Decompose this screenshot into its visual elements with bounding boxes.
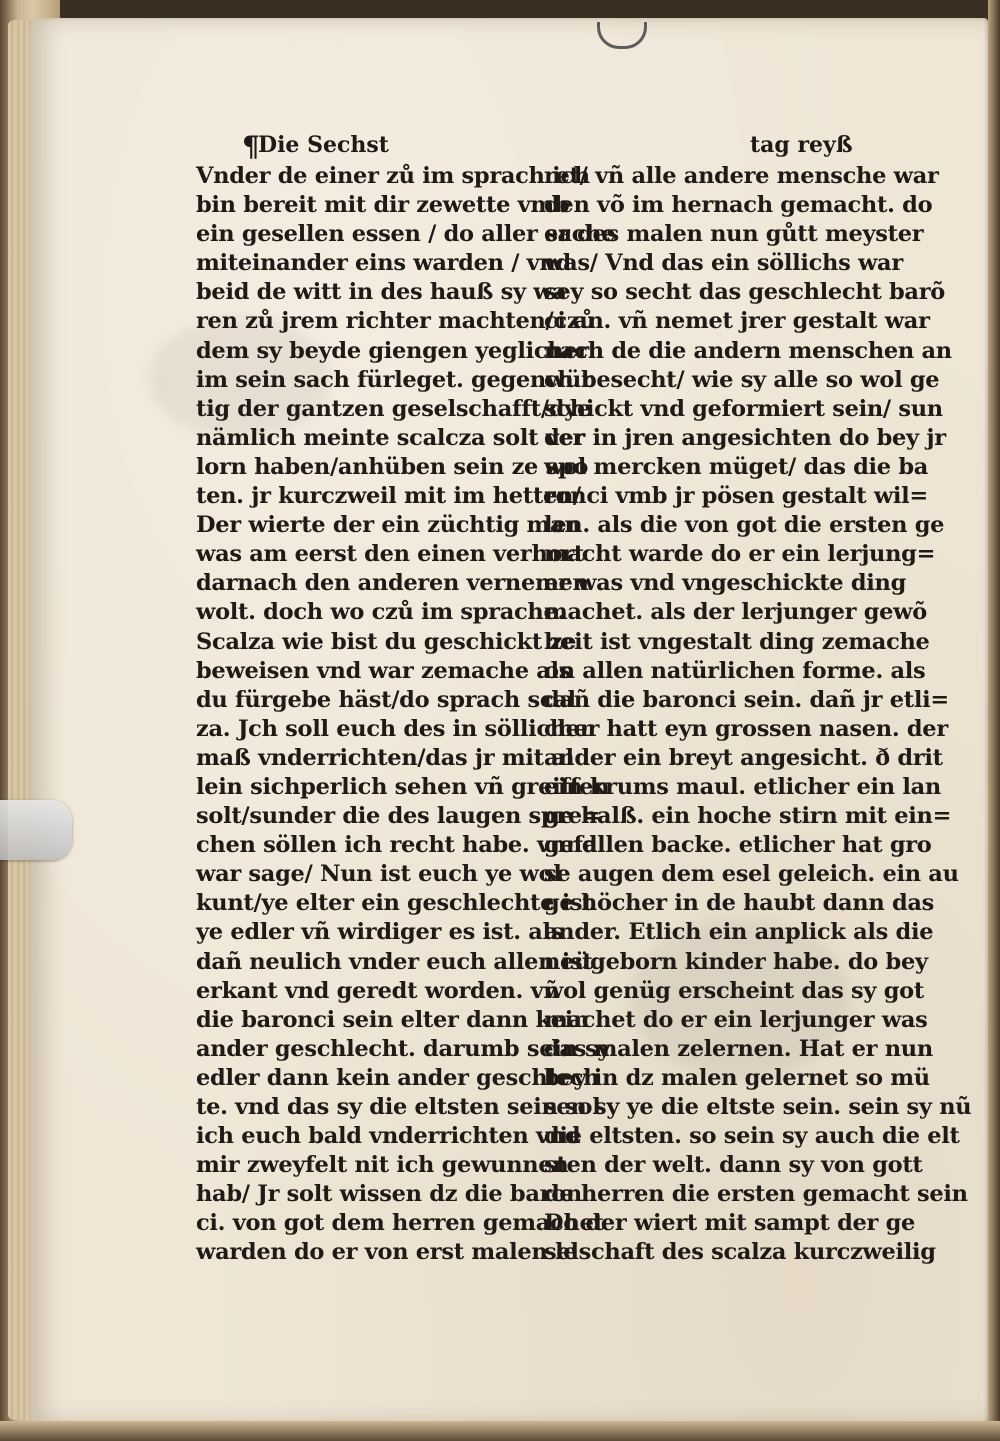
text-line: warden do er von erst malen le	[196, 1239, 578, 1266]
text-line: wol genüg erscheint das sy got	[544, 977, 924, 1004]
pilcrow-icon: ¶	[242, 130, 260, 163]
text-line: ander. Etlich ein anplick als die	[544, 919, 934, 946]
text-line: len. als die von got die ersten ge	[544, 512, 945, 539]
text-line: die baronci sein elter dann kein	[196, 1006, 590, 1033]
text-line: bey in dz malen gelernet so mü	[544, 1064, 930, 1091]
text-line: der in jren angesichten do bey jr	[544, 424, 946, 451]
text-line: tig der gantzen geselschafft/dye	[196, 395, 591, 422]
text-line: cher hatt eyn grossen nasen. der	[544, 715, 948, 742]
text-line: miteinander eins warden / vnd	[196, 250, 571, 277]
text-line: dañ die baronci sein. dañ jr etli=	[544, 686, 949, 713]
text-line: beweisen vnd war zemache als	[196, 657, 572, 684]
text-line: ten. jr kurczweil mit im hetten/	[196, 483, 581, 510]
text-line: ander ein breyt angesicht. ð drit	[544, 744, 943, 771]
text-line: nämlich meinte scalcza solt ver	[196, 424, 585, 451]
text-line: se augen dem esel geleich. ein au	[544, 861, 959, 888]
running-header-left: Die Sechst	[258, 132, 389, 158]
text-line: ci. von got dem herren gemachet	[196, 1210, 604, 1237]
text-line: ander geschlecht. darumb sein sy	[196, 1035, 611, 1062]
text-line: bin bereit mit dir zewette vmb	[196, 192, 570, 219]
text-line: Do der wiert mit sampt der ge	[544, 1210, 916, 1237]
text-line: beid de witt in des hauß sy wa	[196, 279, 567, 306]
text-line: te. vnd das sy die eltsten sein sol	[196, 1094, 601, 1120]
text-line: wolt. doch wo czů im sprache.	[196, 599, 566, 626]
text-line: ci an. vñ nemet jrer gestalt war	[544, 308, 930, 335]
text-column-right	[544, 162, 972, 1268]
text-line: darnach den anderen vernemen	[196, 570, 589, 597]
text-line: lorn haben/anhüben sein ze spo	[196, 453, 589, 480]
text-line: er des malen nun gůtt meyster	[544, 221, 924, 248]
text-line: du fürgebe häst/do sprach scal	[196, 686, 576, 713]
text-line: chen söllen ich recht habe. vnnd	[196, 832, 598, 859]
text-line: ren zů jrem richter machten/czů	[196, 308, 596, 335]
text-line: erkant vnd geredt worden. vñ	[196, 977, 560, 1004]
text-line: lein sichperlich sehen vñ greiffen	[196, 773, 610, 800]
text-line: mir zweyfelt nit ich gewunnen	[196, 1152, 569, 1179]
text-line: nach de die andern menschen an	[544, 337, 952, 364]
text-line: ich euch bald vnderrichten vnd	[196, 1123, 581, 1150]
text-line: ret/ vñ alle andere mensche war	[544, 163, 939, 189]
text-line: wol mercken müget/ das die ba	[544, 453, 929, 480]
text-line: machet. als der lerjunger gewõ	[544, 599, 927, 626]
text-line: dem sy beyde giengen yeglicher	[196, 337, 589, 364]
text-line: sten der welt. dann sy von gott	[544, 1152, 923, 1179]
text-line: ein krums maul. etlicher ein lan	[544, 773, 941, 800]
text-line: maß vnderrichten/das jr mit al	[196, 744, 574, 771]
text-line: dañ neulich vnder euch allen ist	[196, 948, 593, 975]
text-line: im sein sach fürleget. gegenwür	[196, 366, 593, 393]
text-line: sen sy ye die eltste sein. sein sy nũ	[544, 1094, 972, 1120]
text-line: za. Jch soll euch des in söllicher	[196, 715, 592, 742]
text-line: selschaft des scalza kurczweilig	[544, 1239, 936, 1266]
text-line: ronci vmb jr pösen gestalt wil=	[544, 483, 928, 510]
text-line: ein gesellen essen / do aller sache	[196, 221, 616, 248]
text-line: er was vnd vngeschickte ding	[544, 570, 907, 597]
text-column-left	[196, 162, 616, 1268]
bottom-edge	[0, 1421, 1000, 1441]
text-line: hab/ Jr solt wissen dz die baron	[196, 1181, 582, 1208]
text-line: war sage/ Nun ist euch ye wol	[196, 861, 562, 888]
text-line: solt/sunder die des laugen spre=	[196, 803, 601, 830]
running-header-right: tag reyß	[750, 132, 853, 158]
text-line: was/ Vnd das ein söllichs war	[544, 250, 903, 277]
text-line: on allen natürlichen forme. als	[544, 657, 926, 684]
text-line: ch besecht/ wie sy alle so wol ge	[544, 366, 940, 393]
text-line: die eltsten. so sein sy auch die elt	[544, 1123, 960, 1150]
text-line: was am eerst den einen verhort	[196, 541, 584, 568]
text-line: schickt vnd geformiert sein/ sun	[544, 395, 943, 422]
page-clip	[0, 800, 72, 860]
text-line: ye edler vñ wirdiger es ist. als	[196, 919, 564, 946]
text-line: den võ im hernach gemacht. do	[544, 192, 933, 219]
text-line: ge halß. ein hoche stirn mit ein=	[544, 803, 952, 830]
text-line: sey so secht das geschlecht barõ	[544, 279, 945, 306]
text-line: macht warde do er ein lerjung=	[544, 541, 936, 568]
text-line: edler dann kein ander geschlech	[196, 1064, 600, 1091]
text-line: Scalza wie bist du geschickt ze	[196, 628, 577, 655]
text-line: machet do er ein lerjunger was	[544, 1006, 928, 1033]
text-line: das malen zelernen. Hat er nun	[544, 1035, 933, 1062]
text-line: ge höcher in de haubt dann das	[544, 890, 935, 917]
text-line: de herren die ersten gemacht sein	[544, 1181, 968, 1208]
text-line: heit ist vngestalt ding zemache	[544, 628, 930, 655]
text-line: kunt/ye elter ein geschlechte ist	[196, 890, 593, 917]
text-line: Der wierte der ein züchtig man	[196, 512, 581, 539]
text-line: neügeborn kinder habe. do bey	[544, 948, 928, 975]
text-line: gefallen backe. etlicher hat gro	[544, 832, 932, 859]
right-edge	[988, 0, 1000, 1441]
text-line: Vnder de einer zů im sprach ich	[196, 163, 590, 189]
